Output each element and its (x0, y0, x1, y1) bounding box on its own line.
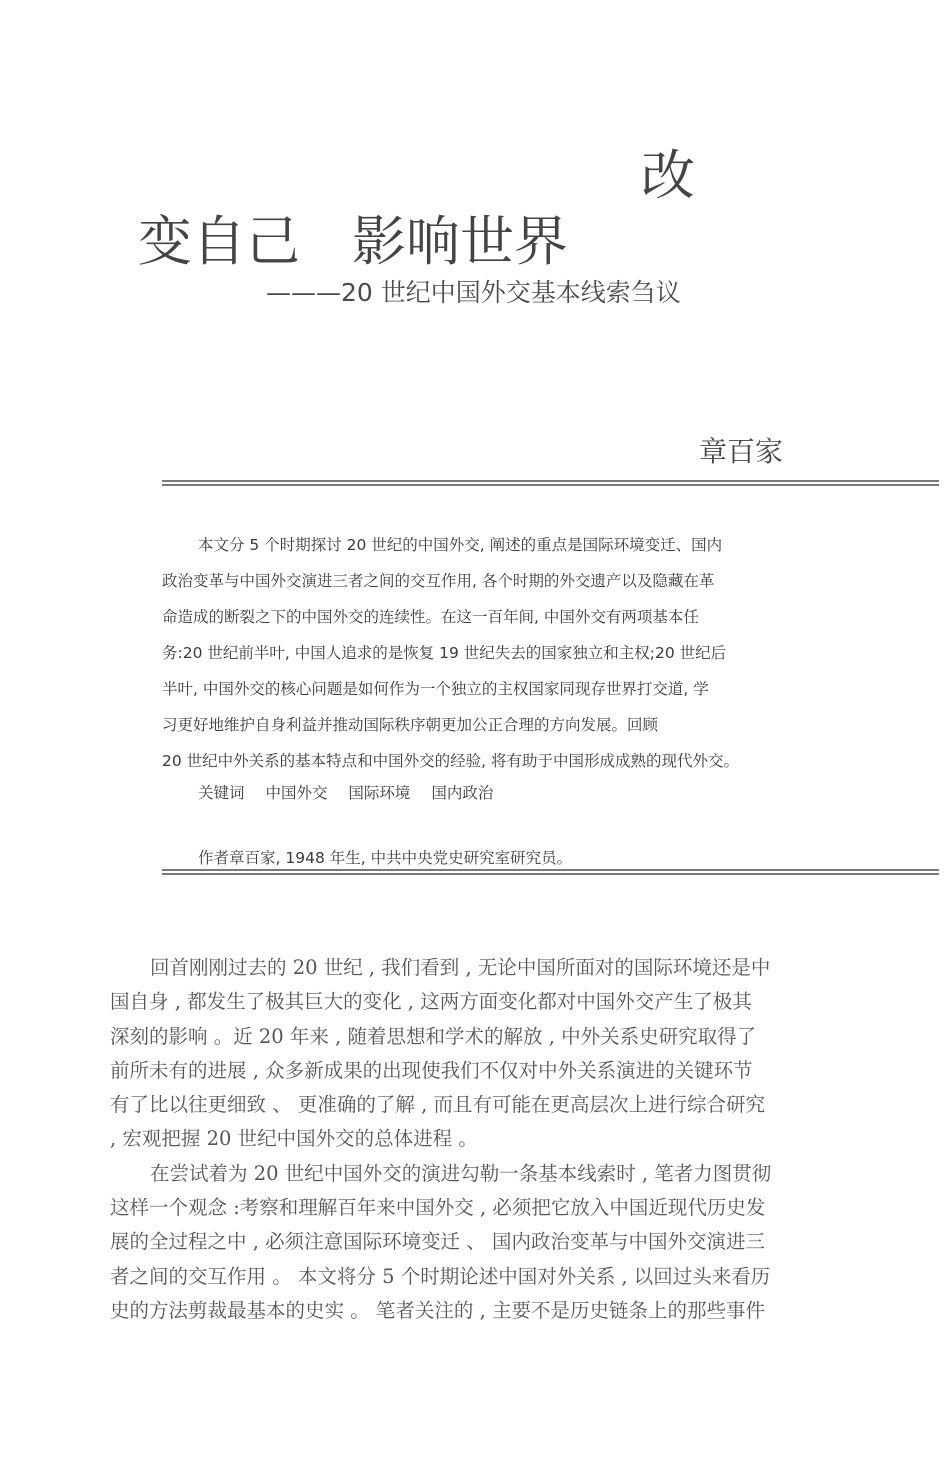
paragraph-1-line: 深刻的影响 。近 20 年来 , 随着思想和学术的解放 , 中外关系史研究取得了 (110, 1024, 757, 1048)
author-name: 章百家 (699, 435, 784, 468)
abstract-line: 命造成的断裂之下的中国外交的连续性。在这一百年间, 中国外交有两项基本任 (162, 608, 699, 626)
title-first-char: 改 (641, 144, 695, 207)
paragraph-1-line: 国自身 , 都发生了极其巨大的变化 , 这两方面变化都对中国外交产生了极其 (110, 990, 752, 1014)
title-part-2: 影响世界 (352, 210, 568, 273)
author-note: 作者章百家, 1948 年生, 中共中央党史研究室研究员。 (198, 849, 573, 867)
title-part-1: 变自己 (138, 210, 300, 273)
paragraph-2-line: 者之间的交互作用 。 本文将分 5 个时期论述中国对外关系 , 以回过头来看历 (110, 1264, 771, 1288)
paragraph-1-line: , 宏观把握 20 世纪中国外交的总体进程 。 (110, 1127, 478, 1151)
paragraph-2-line: 在尝试着为 20 世纪中国外交的演进勾勒一条基本线索时 , 笔者力图贯彻 (150, 1161, 772, 1185)
keywords-label: 关键词 (198, 784, 245, 802)
keyword: 国际环境 (348, 784, 411, 802)
article-subtitle: ———20 世纪中国外交基本线索刍议 (266, 278, 681, 307)
double-rule-top-divider (162, 480, 939, 486)
paragraph-2-line: 展的全过程之中 , 必须注意国际环境变迁 、 国内政治变革与中国外交演进三 (110, 1230, 765, 1254)
abstract-line: 半叶, 中国外交的核心问题是如何作为一个独立的主权国家同现存世界打交道, 学 (162, 680, 709, 698)
abstract (162, 527, 792, 779)
abstract-line: 本文分 5 个时期探讨 20 世纪的中国外交, 阐述的重点是国际环境变迁、国内 (198, 536, 723, 554)
keyword: 中国外交 (265, 784, 328, 802)
abstract-line: 务:20 世纪前半叶, 中国人追求的是恢复 19 世纪失去的国家独立和主权;20 世纪后 (162, 644, 727, 662)
paragraph-1-line: 回首刚刚过去的 20 世纪 , 我们看到 , 无论中国所面对的国际环境还是中 (150, 956, 771, 979)
double-rule-bottom-divider (162, 869, 939, 875)
abstract-line: 政治变革与中国外交演进三者之间的交互作用, 各个时期的外交遗产以及隐藏在革 (162, 572, 715, 590)
paragraph-2-line: 这样一个观念 :考察和理解百年来中国外交 , 必须把它放入中国近现代历史发 (110, 1196, 766, 1220)
keywords (198, 775, 509, 811)
paragraph-1-line: 前所未有的进展 , 众多新成果的出现使我们不仅对中外关系演进的关键环节 (110, 1058, 753, 1082)
abstract-line: 习更好地维护自身利益并推动国际秩序朝更加公正合理的方向发展。回顾 (162, 716, 659, 734)
keyword: 国内政治 (431, 784, 494, 802)
article-title (138, 206, 568, 278)
paragraph-1-line: 有了比以往更细致 、 更准确的了解 , 而且有可能在更高层次上进行综合研究 (110, 1093, 765, 1117)
abstract-line: 20 世纪中外关系的基本特点和中国外交的经验, 将有助于中国形成成熟的现代外交。 (162, 752, 740, 770)
body-text (110, 951, 840, 1328)
paragraph-2-line: 史的方法剪裁最基本的史实 。 笔者关注的 , 主要不是历史链条上的那些事件 (110, 1298, 765, 1322)
